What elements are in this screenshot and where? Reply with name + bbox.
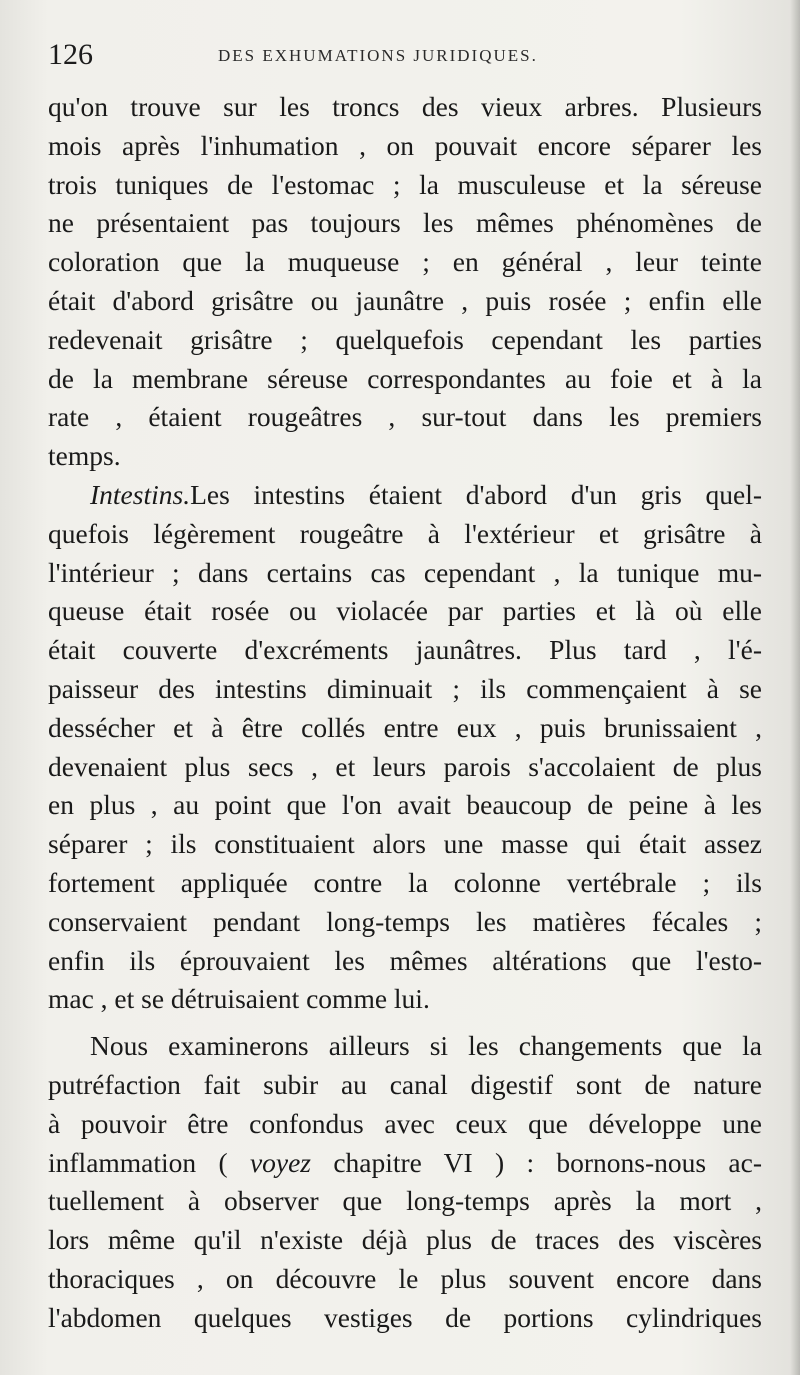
text-line: de la membrane séreuse correspondantes au foie et à la	[48, 362, 762, 394]
page-edge-shadow	[790, 0, 800, 1375]
text-line-with-lead	[48, 476, 762, 515]
text-fragment: Les intestins étaient d'abord d'un gris quel-	[190, 478, 762, 510]
paragraph-putrefaction	[48, 1027, 762, 1337]
text-line: en plus , au point que l'on avait beaucoup de peine à les	[48, 789, 762, 821]
text-line: fortement appliquée contre la colonne vertébrale ; ils	[48, 866, 762, 898]
text-line: enfin ils éprouvaient les mêmes altérations que l'esto-	[48, 944, 762, 976]
running-title: DES EXHUMATIONS JURIDIQUES.	[218, 46, 538, 65]
text-line: Nous examinerons ailleurs si les changements que la	[90, 1030, 762, 1062]
text-line: l'abdomen quelques vestiges de portions cylindriques	[48, 1301, 762, 1333]
text-line: temps.	[48, 440, 121, 472]
text-line: conservaient pendant long-temps les matières fécales ;	[48, 905, 762, 937]
text-line: queuse était rosée ou violacée par parties et là où elle	[48, 595, 762, 627]
page-number: 126	[48, 38, 93, 71]
paragraph-gap	[48, 1019, 762, 1027]
text-line: rate , étaient rougeâtres , sur-tout dans les premiers	[48, 401, 762, 433]
text-line: qu'on trouve sur les troncs des vieux arbres. Plusieurs	[48, 91, 762, 122]
text-line: était d'abord grisâtre ou jaunâtre , puis rosée ; enfin elle	[48, 284, 762, 316]
text-line: trois tuniques de l'estomac ; la musculeuse et la séreuse	[48, 168, 762, 200]
italic-word: voyez	[249, 1146, 312, 1178]
text-fragment: chapitre VI ) : bornons-nous ac-	[311, 1146, 762, 1178]
section-lead-italic: Intestins.	[90, 478, 191, 510]
paragraph-stomach	[48, 88, 762, 476]
text-line: quefois légèrement rougeâtre à l'extérieur et grisâtre à	[48, 517, 762, 549]
text-line: tuellement à observer que long-temps après la mort ,	[48, 1185, 762, 1217]
text-line: dessécher et à être collés entre eux , puis brunissaient ,	[48, 711, 762, 743]
body-text	[48, 88, 762, 1338]
text-line-with-italic	[48, 1144, 762, 1183]
text-line: mois après l'inhumation , on pouvait encore séparer les	[48, 129, 762, 161]
paragraph-intestins	[48, 476, 762, 1019]
text-line: redevenait grisâtre ; quelquefois cependant les parties	[48, 323, 762, 355]
text-line: séparer ; ils constituaient alors une masse qui était assez	[48, 828, 762, 860]
text-line: était couverte d'excréments jaunâtres. Plus tard , l'é-	[48, 634, 762, 666]
text-line: l'intérieur ; dans certains cas cependant , la tunique mu-	[48, 556, 762, 588]
text-line: mac , et se détruisaient comme lui.	[48, 983, 430, 1015]
text-line: devenaient plus secs , et leurs parois s'accolaient de plus	[48, 750, 762, 782]
text-line: putréfaction fait subir au canal digestif sont de nature	[48, 1068, 762, 1100]
text-fragment: inflammation (	[48, 1146, 250, 1178]
text-line: ne présentaient pas toujours les mêmes phénomènes de	[48, 207, 762, 239]
text-line: lors même qu'il n'existe déjà plus de traces des viscères	[48, 1224, 762, 1256]
page-header	[48, 38, 768, 78]
text-line: thoraciques , on découvre le plus souvent encore dans	[48, 1262, 762, 1294]
text-line: coloration que la muqueuse ; en général , leur teinte	[48, 246, 762, 278]
text-line: à pouvoir être confondus avec ceux que développe une	[48, 1107, 762, 1139]
text-line: paisseur des intestins diminuait ; ils commençaient à se	[48, 672, 762, 704]
